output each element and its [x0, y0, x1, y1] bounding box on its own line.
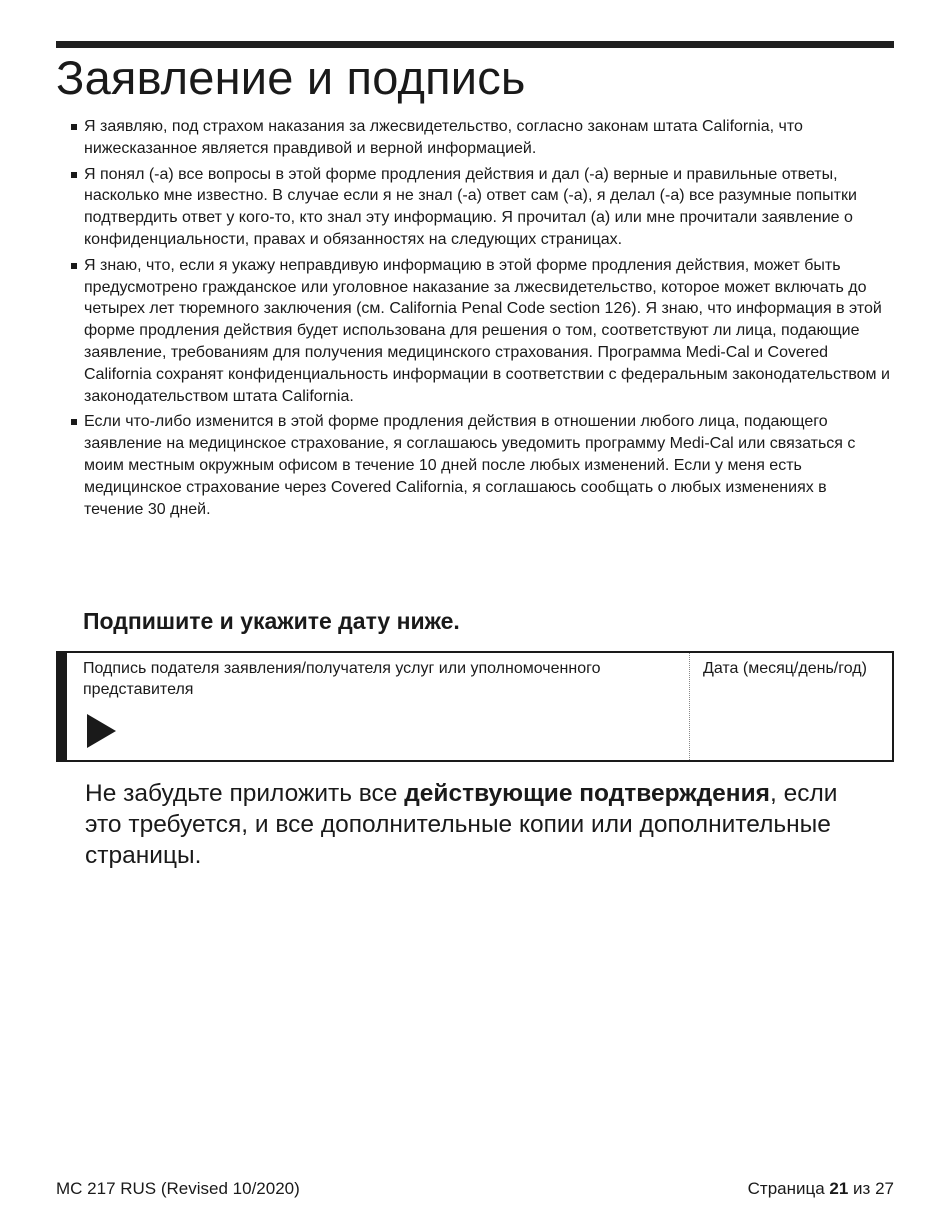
page-number [748, 1179, 894, 1199]
bullet-icon [71, 419, 77, 425]
date-label: Дата (месяц/день/год) [703, 660, 867, 677]
statement-item [70, 411, 890, 520]
top-rule [56, 41, 894, 48]
signature-box [56, 651, 894, 762]
attachment-reminder [85, 778, 875, 871]
statement-text: Я понял (-а) все вопросы в этой форме продления действия и дал (-а) верные и правильные ответы, насколько мне известно. В случае если я не знал (-а) ответ сам (-а), я делал (-а) все разумные попытки подтвердить ответ у кого-то, кто знал эту информацию. Я прочитал (а) или мне прочитали заявление о конфиденциальности, правах и обязанностях на следующих страницах. [84, 165, 857, 248]
reminder-text-start: Не забудьте приложить все [85, 780, 405, 807]
reminder-text-end: , если это требуется, и все дополнительные копии или дополнительные страницы. [85, 780, 838, 869]
page-current: 21 [829, 1179, 849, 1198]
page-title: Заявление и подпись [56, 51, 526, 104]
date-field[interactable] [690, 653, 892, 760]
statement-list [70, 116, 890, 524]
page-total: 27 [875, 1179, 894, 1198]
bullet-icon [71, 263, 77, 269]
sign-heading: Подпишите и укажите дату ниже. [83, 608, 460, 634]
page-prefix: Страница [747, 1179, 830, 1198]
form-id: MC 217 RUS (Revised 10/2020) [56, 1179, 300, 1198]
reminder-text-bold: действующие подтверждения [404, 780, 770, 807]
statement-item [70, 116, 890, 160]
statement-item [70, 164, 890, 251]
sign-here-arrow-icon [87, 714, 116, 748]
bullet-icon [71, 124, 77, 130]
signature-label: Подпись подателя заявления/получателя услуг или уполномоченного представителя [83, 660, 601, 698]
statement-text: Я заявляю, под страхом наказания за лжесвидетельство, согласно законам штата California, что нижесказанное является правдивой и верной информацией. [84, 118, 803, 157]
signature-box-bar [56, 653, 67, 760]
signature-field[interactable] [67, 653, 690, 760]
bullet-icon [71, 172, 77, 178]
statement-item [70, 255, 890, 408]
statement-text: Если что-либо изменится в этой форме продления действия в отношении любого лица, подающего заявление на медицинское страхование, я соглашаюсь уведомить программу Medi-Cal или связаться с моим местным окружным офисом в течение 10 дней после любых изменений. Если у меня есть медицинское страхование через Covered California, я соглашаюсь сообщать о любых изменениях в течение 30 дней. [84, 413, 856, 518]
page-sep: из [848, 1179, 876, 1198]
statement-text: Я знаю, что, если я укажу неправдивую информацию в этой форме продления действия, может быть предусмотрено гражданское или уголовное наказание за лжесвидетельство, которое может включать до четырех лет тюремного заключения (см. California Penal Code section 126). Я знаю, что информация в этой форме продления действия будет использована для решения о том, соответствуют ли лица, подающие заявление, требованиям для получения медицинского страхования. Программа Medi-Cal и Covered California сохранят конфиденциальность информации в соответствии с федеральным законодательством и законодательством штата California. [84, 256, 890, 405]
